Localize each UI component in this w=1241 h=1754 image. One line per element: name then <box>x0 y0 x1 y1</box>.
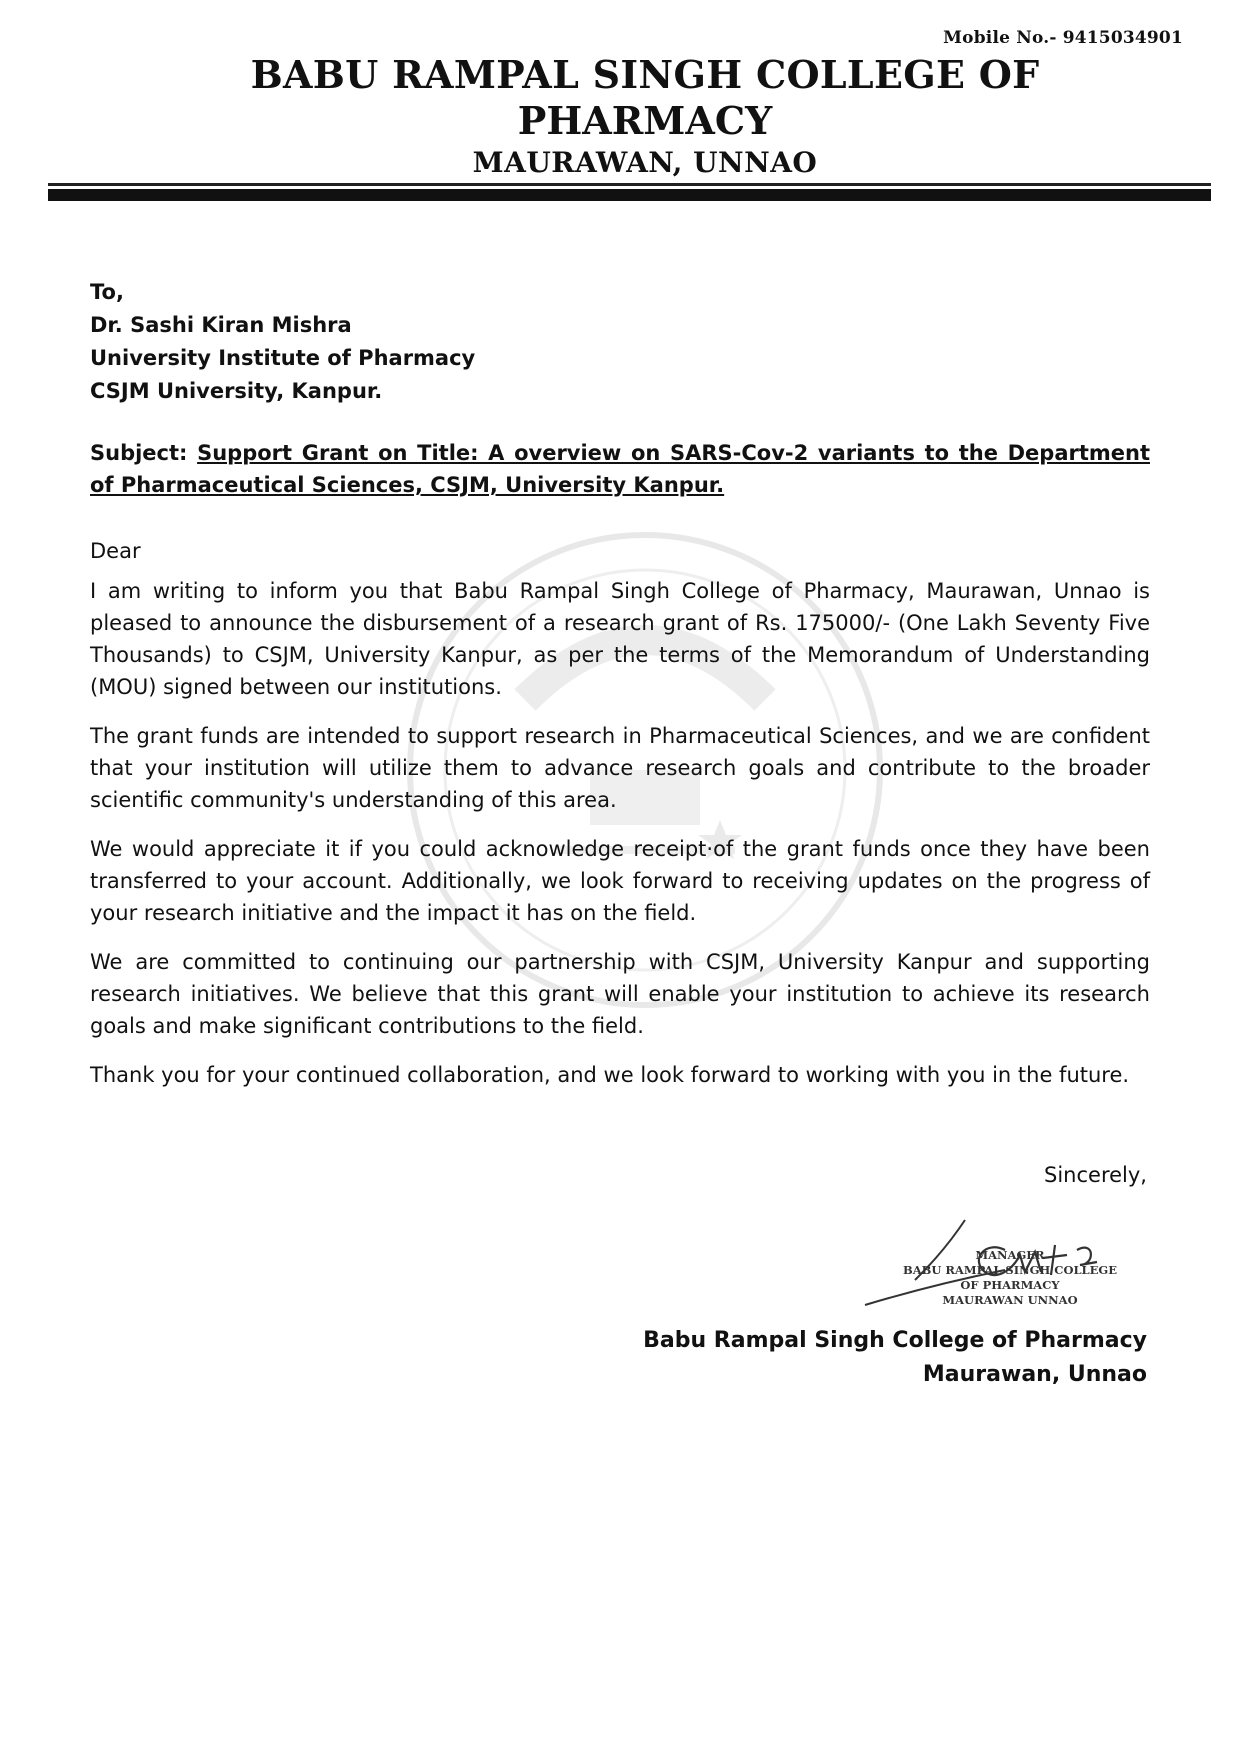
recipient-address <box>90 276 1150 408</box>
sender-place: Maurawan, Unnao <box>922 1362 1147 1387</box>
greeting: Dear <box>90 539 141 563</box>
stamp-line: OF PHARMACY <box>960 1278 1060 1292</box>
subject-text: Support Grant on Title: A overview on SARS-Cov-2 variants to the Department of Pharmaceutical Sciences, CSJM, University Kanpur. <box>90 441 1150 497</box>
manager-stamp <box>880 1248 1140 1308</box>
subject-label: Subject: <box>90 441 188 465</box>
recipient-salutation: To, <box>90 280 124 304</box>
subject-line <box>90 437 1150 501</box>
body-paragraph: The grant funds are intended to support research in Pharmaceutical Sciences, and we are confident that your institution will utilize them to advance research goals and contribute to the broader scientific community's understanding of this area. <box>90 724 1150 812</box>
stamp-line: BABU RAMPAL SINGH COLLEGE <box>902 1263 1117 1277</box>
college-location: MAURAWAN, UNNAO <box>472 146 818 179</box>
mobile-number: Mobile No.- 9415034901 <box>943 28 1183 48</box>
body-paragraph: We are committed to continuing our partnership with CSJM, University Kanpur and supporting research initiatives. We believe that this grant will enable your institution to achieve its research goals and make significant contributions to the field. <box>90 950 1150 1038</box>
letterhead-divider-thin <box>48 183 1211 186</box>
body-paragraph: We would appreciate it if you could acknowledge receipt·of the grant funds once they have been transferred to your account. Additionally, we look forward to receiving updates on the progress of your research initiative and the impact it has on the field. <box>90 837 1150 925</box>
letter-body <box>90 535 1150 1108</box>
letterhead-divider-thick <box>48 189 1211 201</box>
recipient-name: Dr. Sashi Kiran Mishra <box>90 313 352 337</box>
stamp-line: MANAGER <box>975 1248 1045 1262</box>
recipient-university: CSJM University, Kanpur. <box>90 379 383 403</box>
college-name-line2: PHARMACY <box>517 98 773 143</box>
closing: Sincerely, <box>1044 1163 1147 1187</box>
college-name-line1: BABU RAMPAL SINGH COLLEGE OF <box>250 52 1040 97</box>
letterhead <box>0 0 1241 215</box>
stamp-line: MAURAWAN UNNAO <box>942 1293 1078 1307</box>
recipient-institute: University Institute of Pharmacy <box>90 346 476 370</box>
sender-block <box>643 1324 1147 1392</box>
body-paragraph: Thank you for your continued collaboration, and we look forward to working with you in the future. <box>90 1063 1130 1087</box>
sender-name: Babu Rampal Singh College of Pharmacy <box>643 1328 1147 1353</box>
body-paragraph: I am writing to inform you that Babu Rampal Singh College of Pharmacy, Maurawan, Unnao is pleased to announce the disbursement of a research grant of Rs. 175000/- (One Lakh Seventy Five Thousands) to CSJM, University Kanpur, as per the terms of the Memorandum of Understanding (MOU) signed between our institutions. <box>90 579 1150 699</box>
